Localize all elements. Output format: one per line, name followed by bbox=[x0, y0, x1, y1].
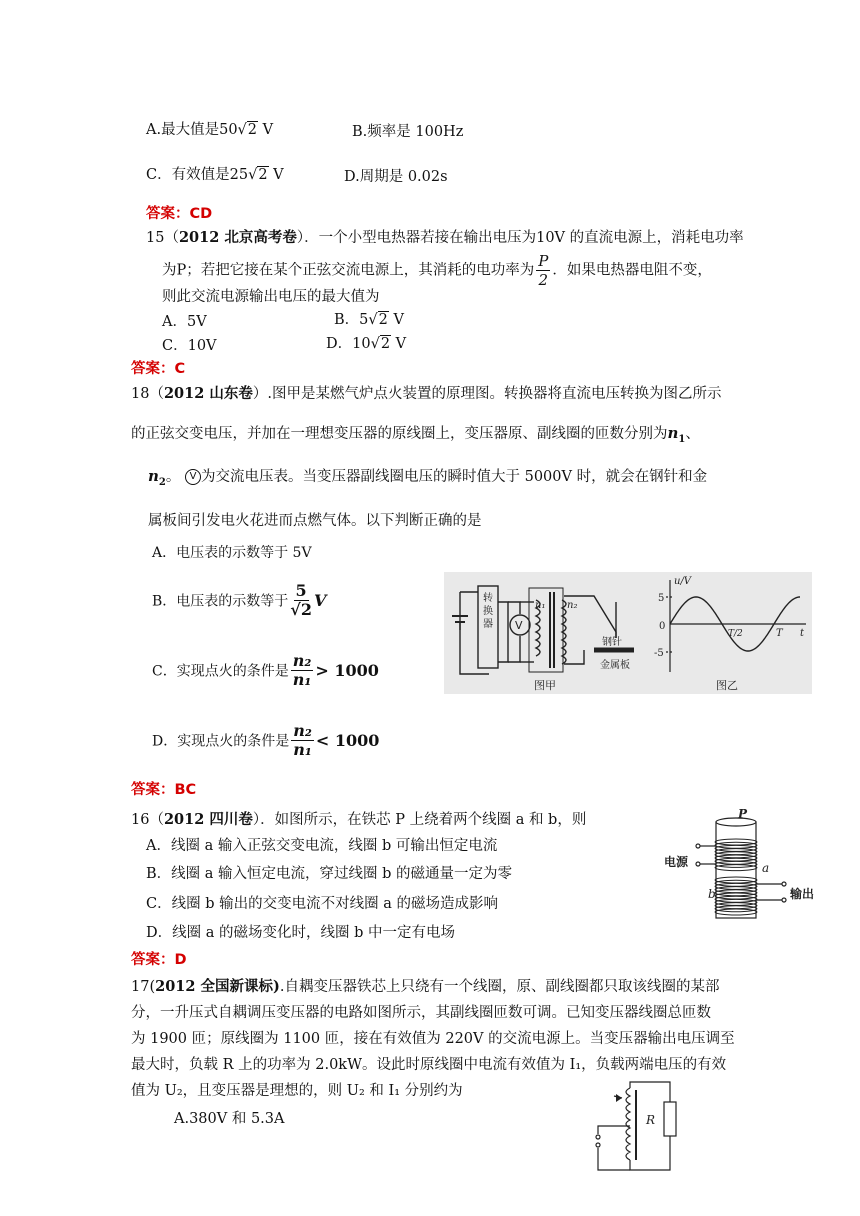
n2-symbol: n bbox=[148, 467, 159, 485]
q14-option-a-radicand: 2 bbox=[247, 122, 258, 138]
q16-answer: 答案：D bbox=[131, 952, 187, 968]
q14-option-c-number: 25 bbox=[229, 167, 249, 183]
q18-option-b-numerator: 5 bbox=[295, 581, 307, 600]
graph-y-min: -5 bbox=[654, 648, 664, 659]
q18-option-c-relation: > 1000 bbox=[315, 661, 379, 680]
q18-number-close: ）. bbox=[252, 386, 272, 402]
q18-stem-line1 bbox=[131, 382, 721, 403]
q16-stem bbox=[131, 808, 586, 829]
q14-option-b: B.频率是 100Hz bbox=[352, 124, 464, 140]
q17-stem-line1 bbox=[131, 975, 719, 996]
voltmeter-symbol: V bbox=[185, 469, 201, 485]
core-label: P bbox=[738, 808, 748, 821]
primary-turns-label: n₁ bbox=[535, 600, 546, 611]
q16-option-d: D．线圈 a 的磁场变化时，线圈 b 中一定有电场 bbox=[146, 925, 455, 941]
q15-fraction bbox=[536, 252, 550, 289]
q16-number-close: ）． bbox=[252, 812, 275, 828]
q17-source: 2012 全国新课标) bbox=[155, 978, 280, 995]
q18-option-d-fraction bbox=[291, 722, 314, 759]
q14-option-c-unit: V bbox=[268, 167, 284, 183]
q15-option-c: C．10V bbox=[162, 338, 217, 354]
converter-box-label: 转换器 bbox=[483, 593, 493, 630]
q15-line2-text: 为P；若把它接在某个正弦交流电源上，其消耗的电功率为 bbox=[162, 262, 535, 279]
q15-option-a: A．5V bbox=[162, 314, 207, 330]
q18-option-c bbox=[152, 652, 379, 689]
q14-option-c bbox=[146, 163, 284, 184]
coil-b-label: b bbox=[708, 887, 716, 901]
q15-fraction-denominator: 2 bbox=[538, 271, 549, 289]
q17-option-a: A.380V 和 5.3A bbox=[174, 1111, 285, 1127]
q18-separator: 、 bbox=[685, 426, 700, 442]
q18-option-d-relation: < 1000 bbox=[315, 731, 380, 750]
q18-stem-line4: 属板间引发电火花进而点燃气体。以下判断正确的是 bbox=[148, 513, 482, 529]
coil-a-label: a bbox=[762, 861, 770, 875]
resistor-label: R bbox=[646, 1113, 656, 1127]
q18-stem-line2 bbox=[131, 422, 700, 445]
q18-option-c-denominator: n₁ bbox=[292, 670, 312, 689]
q18-answer: 答案：BC bbox=[131, 782, 197, 798]
q14-option-d: D.周期是 0.02s bbox=[344, 169, 448, 185]
q16-source: 2012 四川卷 bbox=[163, 811, 253, 828]
q18-option-c-fraction bbox=[291, 652, 314, 689]
q16-coil-diagram bbox=[660, 808, 822, 920]
output-label: 输出 bbox=[790, 887, 815, 901]
q18-option-d-denominator: n₁ bbox=[293, 740, 312, 759]
q14-option-a-unit: V bbox=[258, 122, 274, 138]
q17-number: 17( bbox=[131, 979, 156, 995]
q15-number: 15（ bbox=[146, 230, 179, 246]
q18-option-a: A．电压表的示数等于 5V bbox=[152, 545, 312, 561]
q18-line3-text: 为交流电压表。当变压器副线圈电压的瞬时值大于 5000V 时，就会在钢针和金 bbox=[200, 469, 708, 485]
q14-option-a bbox=[146, 118, 273, 139]
q17-stem-line5: 值为 U₂，且变压器是理想的，则 U₂ 和 I₁ 分别约为 bbox=[131, 1083, 463, 1099]
q15-option-d bbox=[326, 332, 406, 353]
q17-stem-line2: 分，一升压式自耦调压变压器的电路如图所示，其副线圈匝数可调。已知变压器线圈总匝数 bbox=[131, 1005, 711, 1021]
q15-answer: 答案：C bbox=[131, 361, 186, 377]
q16-option-a: A．线圈 a 输入正弦交变电流，线圈 b 可输出恒定电流 bbox=[146, 838, 498, 854]
needle-label: 钢针 bbox=[602, 637, 622, 648]
q15-option-b-text: B．5 bbox=[334, 312, 369, 328]
q14-option-c-radicand: 2 bbox=[258, 167, 268, 183]
q15-number-close: ）． bbox=[296, 230, 319, 246]
q15-option-d-unit: V bbox=[391, 336, 407, 352]
figure-b-caption: 图乙 bbox=[716, 679, 738, 692]
q15-fraction-numerator: P bbox=[538, 252, 549, 270]
q15-stem-line3: 则此交流电源输出电压的最大值为 bbox=[162, 289, 380, 305]
sqrt-symbol: √2 bbox=[248, 167, 268, 183]
q18-period: 。 bbox=[165, 469, 181, 485]
q18-option-d-text: D．实现点火的条件是 bbox=[152, 733, 290, 750]
sqrt-symbol: √2 bbox=[368, 312, 388, 328]
plate-label: 金属板 bbox=[600, 660, 630, 671]
q16-figure bbox=[660, 808, 822, 920]
q16-option-c: C．线圈 b 输出的交变电流不对线圈 a 的磁场造成影响 bbox=[146, 896, 498, 912]
q18-number: 18（ bbox=[131, 386, 164, 402]
n2-subscript: 2 bbox=[158, 476, 166, 488]
sqrt-symbol: √2 bbox=[370, 336, 391, 352]
q18-circuit-and-graph bbox=[444, 572, 812, 694]
q17-stem-line3: 为 1900 匝；原线圈为 1100 匝，接在有效值为 220V 的交流电源上。当变压器输出电压调至 bbox=[131, 1031, 735, 1047]
q18-option-b bbox=[152, 582, 326, 619]
q14-option-a-number: 50 bbox=[219, 122, 238, 138]
q15-option-b-radicand: 2 bbox=[378, 312, 388, 328]
q18-option-d-numerator: n₂ bbox=[293, 721, 312, 740]
voltmeter-label: V bbox=[515, 619, 523, 632]
q15-option-d-text: D．10 bbox=[326, 336, 371, 352]
graph-half-period: T/2 bbox=[728, 629, 743, 639]
figure-a-caption: 图甲 bbox=[534, 679, 556, 692]
graph-y-axis-label: u/V bbox=[674, 576, 692, 587]
q15-stem-line1 bbox=[146, 226, 744, 247]
n1-subscript: 1 bbox=[678, 433, 686, 445]
graph-y-max: 5 bbox=[658, 593, 665, 604]
q18-stem-line3 bbox=[148, 465, 707, 488]
q15-line2-end: ．如果电热器电阻不变， bbox=[552, 262, 712, 279]
q14-answer: 答案：CD bbox=[146, 206, 213, 222]
graph-origin: 0 bbox=[659, 621, 666, 632]
q18-option-b-text: B．电压表的示数等于 bbox=[152, 593, 289, 610]
q18-source: 2012 山东卷 bbox=[163, 385, 253, 402]
q17-stem-line4: 最大时，负载 R 上的功率为 2.0kW。设此时原线圈中电流有效值为 I₁，负载两端电压的有效 bbox=[131, 1057, 727, 1073]
n1-symbol: n bbox=[667, 424, 679, 442]
power-source-label: 电源 bbox=[664, 855, 689, 869]
q17-autotransformer-diagram bbox=[580, 1074, 700, 1184]
graph-t-axis: t bbox=[800, 628, 805, 639]
q14-option-c-text: C．有效值是 bbox=[146, 167, 230, 183]
q18-figure bbox=[444, 572, 812, 694]
q18-option-c-text: C．实现点火的条件是 bbox=[152, 663, 289, 680]
q17-line1-text: .自耦变压器铁芯上只绕有一个线圈，原、副线圈都只取该线圈的某部 bbox=[279, 979, 720, 995]
q18-option-b-unit: V bbox=[313, 591, 327, 610]
graph-period: T bbox=[776, 628, 783, 639]
q18-option-b-fraction bbox=[290, 582, 312, 619]
q16-option-b: B．线圈 a 输入恒定电流，穿过线圈 b 的磁通量一定为零 bbox=[146, 866, 513, 882]
q18-line1-text: 图甲是某燃气炉点火装置的原理图。转换器将直流电压转换为图乙所示 bbox=[271, 386, 722, 402]
q18-option-c-numerator: n₂ bbox=[292, 651, 312, 670]
q18-option-b-denominator: √2 bbox=[290, 600, 312, 619]
sqrt-symbol: √2 bbox=[237, 122, 258, 138]
q15-source: 2012 北京高考卷 bbox=[178, 229, 297, 246]
q15-stem-line2 bbox=[162, 252, 712, 289]
q16-stem-text: 如图所示，在铁芯 P 上绕着两个线圈 a 和 b，则 bbox=[274, 812, 587, 828]
q15-option-b-unit: V bbox=[388, 312, 404, 328]
q17-figure bbox=[580, 1074, 700, 1184]
q15-line1-text: 一个小型电热器若接在输出电压为10V 的直流电源上，消耗电功率 bbox=[318, 230, 744, 246]
q18-line2-text: 的正弦交变电压，并加在一理想变压器的原线圈上，变压器原、副线圈的匝数分别为 bbox=[131, 426, 668, 442]
secondary-turns-label: n₂ bbox=[567, 600, 578, 611]
q15-option-b bbox=[334, 308, 404, 329]
q16-number: 16（ bbox=[131, 812, 164, 828]
q18-option-d bbox=[152, 722, 379, 759]
q14-option-a-text: A.最大值是 bbox=[146, 122, 220, 138]
q15-option-d-radicand: 2 bbox=[380, 336, 391, 352]
